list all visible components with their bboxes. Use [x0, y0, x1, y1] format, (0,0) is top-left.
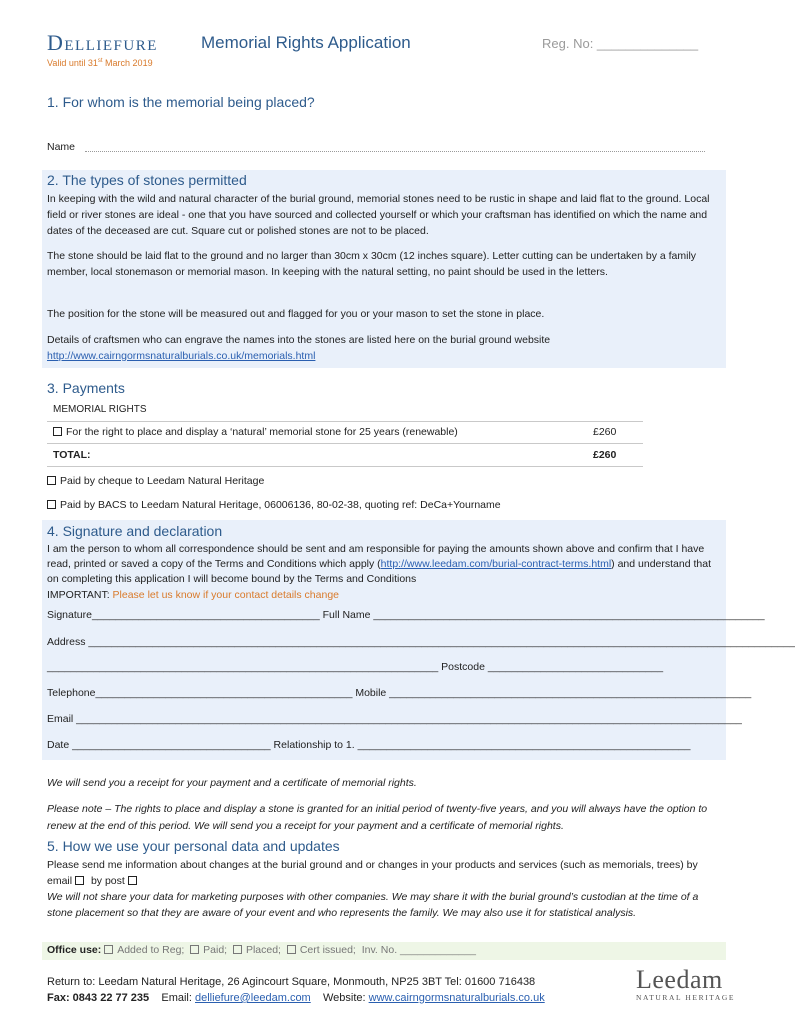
stones-paragraph-3: The position for the stone will be measured out and flagged for you or your mason to set the stone in place. [47, 308, 545, 320]
stones-paragraph-1: In keeping with the wild and natural character of the burial ground, memorial stones need to be rustic in shape and laid flat to the ground. Local field or river stones are ideal - one that you have sourced and collected yourself or which your craftsman has identified on which the name and dates of the deceased are cut. Square cut or polished stones are not to be placed. [47, 193, 710, 237]
table-divider [47, 443, 643, 444]
table-header: MEMORIAL RIGHTS [53, 404, 147, 415]
cert-checkbox[interactable] [287, 945, 296, 954]
bacs-label: Paid by BACS to Leedam Natural Heritage, 06006136, 80-02-38, quoting ref: DeCa+Yourname [60, 499, 501, 511]
cheque-checkbox[interactable] [47, 476, 56, 485]
office-use-label: Office use: [47, 944, 102, 956]
by-post-label: by post [90, 875, 125, 887]
memorials-link-row [47, 348, 725, 364]
logo-tagline: NATURAL HERITAGE [636, 993, 736, 1002]
item-price: £260 [593, 426, 617, 438]
valid-prefix: Valid until 31 [47, 58, 98, 68]
table-divider [47, 466, 643, 467]
page-title: Memorial Rights Application [201, 33, 411, 52]
date-row[interactable]: Date __________________________________ Relationship to 1. _________________________________________________________ [47, 739, 691, 751]
section-5-heading: 5. How we use your personal data and updates [47, 838, 340, 854]
footer-contacts [47, 992, 545, 1004]
valid-until [47, 58, 153, 68]
declaration-part-a: I am the person to whom all correspondence should be sent and am responsible for paying the amounts shown above and confirm that I have read, printed or saved a copy of the Terms and Conditions which apply ( [47, 543, 705, 570]
terms-link[interactable]: http://www.leedam.com/burial-contract-terms.html [380, 558, 612, 570]
name-label: Name [47, 141, 76, 153]
please-note: Please note – The rights to place and display a stone is granted for an initial period of twenty-five years, and you will always have the option to renew at the end of this period. We will send you a receipt for your payment and a certificate of memorial rights. [47, 803, 708, 832]
cheque-label: Paid by cheque to Leedam Natural Heritage [60, 475, 265, 487]
section-4-heading: 4. Signature and declaration [47, 523, 223, 539]
address-row[interactable]: Address _________________________________________________________________________________________________________________________ [47, 636, 795, 648]
section-3-heading: 3. Payments [47, 380, 125, 396]
email-label: Email: [161, 992, 192, 1004]
bacs-checkbox[interactable] [47, 500, 56, 509]
updates-text: Please send me information about changes at the burial ground and or changes in your products and services (such as memorials, trees) by email [47, 859, 698, 887]
added-checkbox[interactable] [104, 945, 113, 954]
paid-checkbox[interactable] [190, 945, 199, 954]
postcode-row[interactable]: ___________________________________________________________________ Postcode ______________________________ [47, 661, 664, 673]
paid-label: Paid; [203, 944, 228, 956]
return-address: Return to: Leedam Natural Heritage, 26 Agincourt Square, Monmouth, NP25 3BT Tel: 01600 716438 [47, 976, 536, 988]
stones-paragraph-2: The stone should be laid flat to the ground and no larger than 30cm x 30cm (12 inches square). Letter cutting can be undertaken by a family member, local stonemason or memorial mason. In keeping with the natural setting, no paint should be used in the letters. [47, 250, 697, 278]
fax-number: Fax: 0843 22 77 235 [47, 992, 150, 1004]
payment-option-bacs [47, 499, 501, 511]
declaration-part-b: ) and understand that on completing this application I will become bound by the Terms and Conditions [47, 558, 711, 585]
item-label: For the right to place and display a ‘natural’ memorial stone for 25 years (renewable) [66, 426, 458, 438]
placed-label: Placed; [245, 944, 281, 956]
reg-no-field[interactable]: Reg. No: ______________ [542, 36, 699, 51]
memorial-rights-item [53, 426, 458, 438]
table-divider [47, 421, 643, 422]
brand-logo: Delliefure [47, 30, 158, 55]
placed-checkbox[interactable] [233, 945, 242, 954]
section-2-heading: 2. The types of stones permitted [47, 172, 247, 188]
post-checkbox[interactable] [128, 876, 137, 885]
website-link[interactable]: www.cairngormsnaturalburials.co.uk [368, 992, 545, 1004]
total-price: £260 [593, 449, 617, 461]
receipt-note: We will send you a receipt for your payment and a certificate of memorial rights. [47, 777, 417, 789]
signature-row[interactable]: Signature_______________________________________ Full Name ___________________________________________________________________ [47, 609, 765, 621]
item-checkbox[interactable] [53, 427, 62, 436]
important-label: IMPORTANT: [47, 589, 113, 601]
invoice-number: Inv. No. _____________ [361, 944, 476, 956]
office-use-bar [42, 942, 726, 960]
total-label: TOTAL: [53, 449, 91, 461]
important-row [47, 587, 725, 603]
stones-paragraph-4: Details of craftsmen who can engrave the names into the stones are listed here on the burial ground website [47, 334, 551, 346]
email-row[interactable]: Email __________________________________________________________________________________________________________________ [47, 713, 742, 725]
valid-suffix: March 2019 [102, 58, 153, 68]
email-link[interactable]: delliefure@leedam.com [195, 992, 311, 1004]
valid-sup: st [97, 58, 103, 64]
website-label: Website: [322, 992, 366, 1004]
section-1-heading: 1. For whom is the memorial being placed? [47, 94, 315, 110]
telephone-row[interactable]: Telephone____________________________________________ Mobile ______________________________________________________________ [47, 687, 752, 699]
logo-name: Leedam [636, 965, 723, 994]
declaration-text [47, 542, 725, 587]
important-note: Please let us know if your contact details change [112, 589, 340, 601]
memorials-link[interactable]: http://www.cairngormsnaturalburials.co.uk/memorials.html [47, 350, 316, 362]
leedam-logo [636, 965, 735, 1002]
payment-option-cheque [47, 475, 264, 487]
email-checkbox[interactable] [75, 876, 84, 885]
data-use-note: We will not share your data for marketing purposes with other companies. We may share it with the burial ground’s custodian at the time of a stone placement so that they are aware of your event and who represents the family. We may also use it for statistical analysis. [47, 891, 699, 919]
added-label: Added to Reg; [117, 944, 185, 956]
name-field[interactable] [85, 151, 705, 152]
updates-request [47, 857, 725, 889]
cert-label: Cert issued; [299, 944, 356, 956]
